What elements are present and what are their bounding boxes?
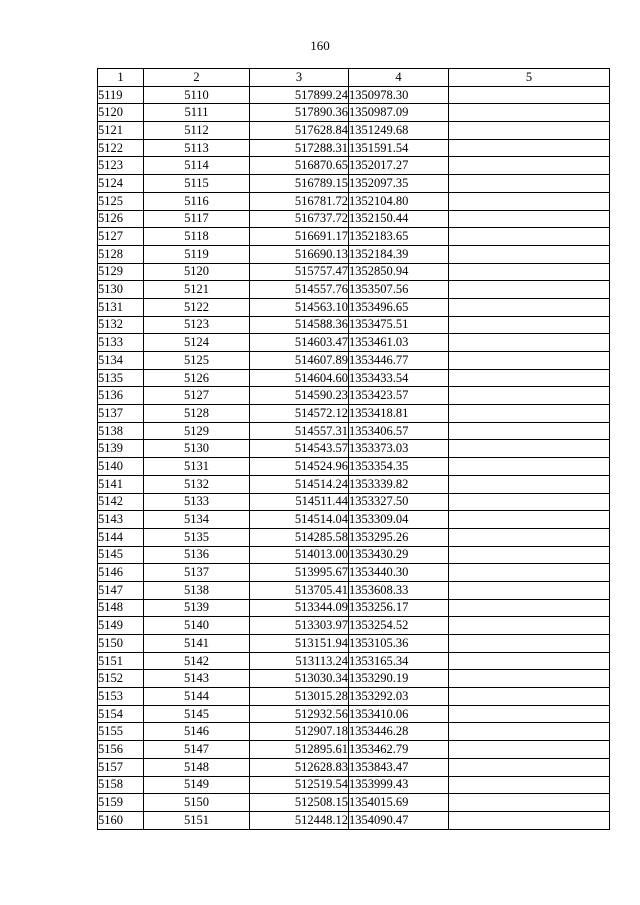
note-cell bbox=[449, 617, 610, 635]
point-number-cell: 5131 bbox=[144, 458, 250, 476]
point-number-cell: 5130 bbox=[144, 440, 250, 458]
point-number-cell: 5141 bbox=[144, 635, 250, 653]
x-coordinate-cell: 516781.72 bbox=[250, 192, 349, 210]
note-cell bbox=[449, 794, 610, 812]
x-coordinate-cell: 515757.47 bbox=[250, 263, 349, 281]
note-cell bbox=[449, 298, 610, 316]
row-number-cell: 5126 bbox=[98, 210, 144, 228]
note-cell bbox=[449, 334, 610, 352]
table-row bbox=[98, 387, 610, 405]
table-row bbox=[98, 511, 610, 529]
x-coordinate-cell: 512907.18 bbox=[250, 723, 349, 741]
x-coordinate-cell: 513705.41 bbox=[250, 581, 349, 599]
y-coordinate-cell: 1353339.82 bbox=[349, 475, 449, 493]
x-coordinate-cell: 513015.28 bbox=[250, 688, 349, 706]
note-cell bbox=[449, 458, 610, 476]
row-number-cell: 5137 bbox=[98, 405, 144, 423]
note-cell bbox=[449, 104, 610, 122]
point-number-cell: 5117 bbox=[144, 210, 250, 228]
point-number-cell: 5127 bbox=[144, 387, 250, 405]
x-coordinate-cell: 514603.47 bbox=[250, 334, 349, 352]
point-number-cell: 5147 bbox=[144, 741, 250, 759]
note-cell bbox=[449, 405, 610, 423]
page-number: 160 bbox=[310, 38, 330, 53]
row-number-cell: 5148 bbox=[98, 599, 144, 617]
table-row bbox=[98, 316, 610, 334]
y-coordinate-cell: 1353290.19 bbox=[349, 670, 449, 688]
row-number-cell: 5129 bbox=[98, 263, 144, 281]
row-number-cell: 5144 bbox=[98, 528, 144, 546]
point-number-cell: 5118 bbox=[144, 228, 250, 246]
table-row bbox=[98, 794, 610, 812]
point-number-cell: 5123 bbox=[144, 316, 250, 334]
row-number-cell: 5145 bbox=[98, 546, 144, 564]
table-row bbox=[98, 528, 610, 546]
note-cell bbox=[449, 528, 610, 546]
x-coordinate-cell: 516789.15 bbox=[250, 175, 349, 193]
point-number-cell: 5116 bbox=[144, 192, 250, 210]
x-coordinate-cell: 516737.72 bbox=[250, 210, 349, 228]
table-row bbox=[98, 581, 610, 599]
x-coordinate-cell: 512895.61 bbox=[250, 741, 349, 759]
y-coordinate-cell: 1352017.27 bbox=[349, 157, 449, 175]
table-row bbox=[98, 334, 610, 352]
x-coordinate-cell: 514514.24 bbox=[250, 475, 349, 493]
note-cell bbox=[449, 670, 610, 688]
table-header-row bbox=[98, 69, 610, 87]
row-number-cell: 5149 bbox=[98, 617, 144, 635]
note-cell bbox=[449, 245, 610, 263]
row-number-cell: 5135 bbox=[98, 369, 144, 387]
x-coordinate-cell: 513303.97 bbox=[250, 617, 349, 635]
note-cell bbox=[449, 263, 610, 281]
point-number-cell: 5143 bbox=[144, 670, 250, 688]
x-coordinate-cell: 512628.83 bbox=[250, 758, 349, 776]
note-cell bbox=[449, 352, 610, 370]
y-coordinate-cell: 1353354.35 bbox=[349, 458, 449, 476]
y-coordinate-cell: 1353256.17 bbox=[349, 599, 449, 617]
row-number-cell: 5133 bbox=[98, 334, 144, 352]
y-coordinate-cell: 1352104.80 bbox=[349, 192, 449, 210]
row-number-cell: 5158 bbox=[98, 776, 144, 794]
point-number-cell: 5134 bbox=[144, 511, 250, 529]
table-row bbox=[98, 705, 610, 723]
x-coordinate-cell: 516690.13 bbox=[250, 245, 349, 263]
x-coordinate-cell: 514590.23 bbox=[250, 387, 349, 405]
column-header-1: 1 bbox=[98, 69, 144, 87]
y-coordinate-cell: 1353475.51 bbox=[349, 316, 449, 334]
note-cell bbox=[449, 192, 610, 210]
x-coordinate-cell: 516691.17 bbox=[250, 228, 349, 246]
table-row bbox=[98, 652, 610, 670]
note-cell bbox=[449, 122, 610, 140]
x-coordinate-cell: 514588.36 bbox=[250, 316, 349, 334]
y-coordinate-cell: 1353373.03 bbox=[349, 440, 449, 458]
table-row bbox=[98, 104, 610, 122]
note-cell bbox=[449, 581, 610, 599]
y-coordinate-cell: 1353105.36 bbox=[349, 635, 449, 653]
y-coordinate-cell: 1352097.35 bbox=[349, 175, 449, 193]
table-row bbox=[98, 475, 610, 493]
table-row bbox=[98, 192, 610, 210]
note-cell bbox=[449, 635, 610, 653]
y-coordinate-cell: 1350987.09 bbox=[349, 104, 449, 122]
x-coordinate-cell: 512519.54 bbox=[250, 776, 349, 794]
point-number-cell: 5124 bbox=[144, 334, 250, 352]
x-coordinate-cell: 517288.31 bbox=[250, 139, 349, 157]
table-row bbox=[98, 263, 610, 281]
x-coordinate-cell: 514604.60 bbox=[250, 369, 349, 387]
y-coordinate-cell: 1353165.34 bbox=[349, 652, 449, 670]
y-coordinate-cell: 1354015.69 bbox=[349, 794, 449, 812]
row-number-cell: 5132 bbox=[98, 316, 144, 334]
row-number-cell: 5120 bbox=[98, 104, 144, 122]
point-number-cell: 5111 bbox=[144, 104, 250, 122]
table-row bbox=[98, 210, 610, 228]
table-row bbox=[98, 635, 610, 653]
y-coordinate-cell: 1353496.65 bbox=[349, 298, 449, 316]
point-number-cell: 5137 bbox=[144, 564, 250, 582]
point-number-cell: 5112 bbox=[144, 122, 250, 140]
row-number-cell: 5136 bbox=[98, 387, 144, 405]
note-cell bbox=[449, 723, 610, 741]
x-coordinate-cell: 513113.24 bbox=[250, 652, 349, 670]
row-number-cell: 5141 bbox=[98, 475, 144, 493]
y-coordinate-cell: 1353440.30 bbox=[349, 564, 449, 582]
table-row bbox=[98, 422, 610, 440]
point-number-cell: 5126 bbox=[144, 369, 250, 387]
point-number-cell: 5149 bbox=[144, 776, 250, 794]
x-coordinate-cell: 514557.31 bbox=[250, 422, 349, 440]
x-coordinate-cell: 517628.84 bbox=[250, 122, 349, 140]
row-number-cell: 5157 bbox=[98, 758, 144, 776]
x-coordinate-cell: 513344.09 bbox=[250, 599, 349, 617]
note-cell bbox=[449, 546, 610, 564]
column-header-5: 5 bbox=[449, 69, 610, 87]
row-number-cell: 5160 bbox=[98, 811, 144, 829]
table-row bbox=[98, 493, 610, 511]
y-coordinate-cell: 1353446.77 bbox=[349, 352, 449, 370]
y-coordinate-cell: 1353999.43 bbox=[349, 776, 449, 794]
x-coordinate-cell: 516870.65 bbox=[250, 157, 349, 175]
table-row bbox=[98, 776, 610, 794]
row-number-cell: 5124 bbox=[98, 175, 144, 193]
point-number-cell: 5121 bbox=[144, 281, 250, 299]
row-number-cell: 5156 bbox=[98, 741, 144, 759]
note-cell bbox=[449, 705, 610, 723]
row-number-cell: 5134 bbox=[98, 352, 144, 370]
row-number-cell: 5122 bbox=[98, 139, 144, 157]
note-cell bbox=[449, 281, 610, 299]
x-coordinate-cell: 514013.00 bbox=[250, 546, 349, 564]
note-cell bbox=[449, 316, 610, 334]
x-coordinate-cell: 517899.24 bbox=[250, 86, 349, 104]
note-cell bbox=[449, 758, 610, 776]
table-row bbox=[98, 298, 610, 316]
point-number-cell: 5139 bbox=[144, 599, 250, 617]
note-cell bbox=[449, 776, 610, 794]
point-number-cell: 5120 bbox=[144, 263, 250, 281]
point-number-cell: 5133 bbox=[144, 493, 250, 511]
table-row bbox=[98, 458, 610, 476]
y-coordinate-cell: 1351249.68 bbox=[349, 122, 449, 140]
column-header-4: 4 bbox=[349, 69, 449, 87]
x-coordinate-cell: 512932.56 bbox=[250, 705, 349, 723]
point-number-cell: 5110 bbox=[144, 86, 250, 104]
y-coordinate-cell: 1353843.47 bbox=[349, 758, 449, 776]
table-row bbox=[98, 352, 610, 370]
note-cell bbox=[449, 210, 610, 228]
x-coordinate-cell: 513151.94 bbox=[250, 635, 349, 653]
table-row bbox=[98, 688, 610, 706]
note-cell bbox=[449, 652, 610, 670]
x-coordinate-cell: 514607.89 bbox=[250, 352, 349, 370]
point-number-cell: 5122 bbox=[144, 298, 250, 316]
row-number-cell: 5152 bbox=[98, 670, 144, 688]
table-row bbox=[98, 228, 610, 246]
table-row bbox=[98, 617, 610, 635]
x-coordinate-cell: 513995.67 bbox=[250, 564, 349, 582]
note-cell bbox=[449, 369, 610, 387]
y-coordinate-cell: 1352850.94 bbox=[349, 263, 449, 281]
point-number-cell: 5135 bbox=[144, 528, 250, 546]
table-row bbox=[98, 405, 610, 423]
y-coordinate-cell: 1353446.28 bbox=[349, 723, 449, 741]
row-number-cell: 5155 bbox=[98, 723, 144, 741]
y-coordinate-cell: 1353406.57 bbox=[349, 422, 449, 440]
point-number-cell: 5113 bbox=[144, 139, 250, 157]
y-coordinate-cell: 1353327.50 bbox=[349, 493, 449, 511]
note-cell bbox=[449, 811, 610, 829]
point-number-cell: 5129 bbox=[144, 422, 250, 440]
note-cell bbox=[449, 741, 610, 759]
note-cell bbox=[449, 175, 610, 193]
table-row bbox=[98, 281, 610, 299]
row-number-cell: 5130 bbox=[98, 281, 144, 299]
table-row bbox=[98, 741, 610, 759]
point-number-cell: 5136 bbox=[144, 546, 250, 564]
table-row bbox=[98, 175, 610, 193]
table-row bbox=[98, 811, 610, 829]
y-coordinate-cell: 1350978.30 bbox=[349, 86, 449, 104]
point-number-cell: 5142 bbox=[144, 652, 250, 670]
table-row bbox=[98, 546, 610, 564]
row-number-cell: 5139 bbox=[98, 440, 144, 458]
note-cell bbox=[449, 387, 610, 405]
y-coordinate-cell: 1353418.81 bbox=[349, 405, 449, 423]
row-number-cell: 5119 bbox=[98, 86, 144, 104]
point-number-cell: 5132 bbox=[144, 475, 250, 493]
note-cell bbox=[449, 599, 610, 617]
row-number-cell: 5143 bbox=[98, 511, 144, 529]
point-number-cell: 5140 bbox=[144, 617, 250, 635]
coordinates-table bbox=[97, 68, 610, 830]
table-row bbox=[98, 122, 610, 140]
row-number-cell: 5127 bbox=[98, 228, 144, 246]
y-coordinate-cell: 1352183.65 bbox=[349, 228, 449, 246]
x-coordinate-cell: 512448.12 bbox=[250, 811, 349, 829]
row-number-cell: 5153 bbox=[98, 688, 144, 706]
note-cell bbox=[449, 440, 610, 458]
table-row bbox=[98, 86, 610, 104]
row-number-cell: 5128 bbox=[98, 245, 144, 263]
table-row bbox=[98, 758, 610, 776]
note-cell bbox=[449, 86, 610, 104]
column-header-2: 2 bbox=[144, 69, 250, 87]
row-number-cell: 5147 bbox=[98, 581, 144, 599]
y-coordinate-cell: 1353462.79 bbox=[349, 741, 449, 759]
x-coordinate-cell: 514572.12 bbox=[250, 405, 349, 423]
table-row bbox=[98, 599, 610, 617]
point-number-cell: 5151 bbox=[144, 811, 250, 829]
x-coordinate-cell: 512508.15 bbox=[250, 794, 349, 812]
note-cell bbox=[449, 511, 610, 529]
note-cell bbox=[449, 688, 610, 706]
table-row bbox=[98, 440, 610, 458]
row-number-cell: 5138 bbox=[98, 422, 144, 440]
x-coordinate-cell: 514543.57 bbox=[250, 440, 349, 458]
row-number-cell: 5154 bbox=[98, 705, 144, 723]
point-number-cell: 5128 bbox=[144, 405, 250, 423]
row-number-cell: 5121 bbox=[98, 122, 144, 140]
point-number-cell: 5144 bbox=[144, 688, 250, 706]
note-cell bbox=[449, 475, 610, 493]
y-coordinate-cell: 1353430.29 bbox=[349, 546, 449, 564]
table-row bbox=[98, 157, 610, 175]
y-coordinate-cell: 1353292.03 bbox=[349, 688, 449, 706]
table-body bbox=[98, 86, 610, 829]
row-number-cell: 5131 bbox=[98, 298, 144, 316]
note-cell bbox=[449, 228, 610, 246]
row-number-cell: 5123 bbox=[98, 157, 144, 175]
y-coordinate-cell: 1353309.04 bbox=[349, 511, 449, 529]
note-cell bbox=[449, 422, 610, 440]
row-number-cell: 5150 bbox=[98, 635, 144, 653]
x-coordinate-cell: 514285.58 bbox=[250, 528, 349, 546]
note-cell bbox=[449, 157, 610, 175]
y-coordinate-cell: 1353507.56 bbox=[349, 281, 449, 299]
y-coordinate-cell: 1353433.54 bbox=[349, 369, 449, 387]
point-number-cell: 5150 bbox=[144, 794, 250, 812]
table-row bbox=[98, 723, 610, 741]
row-number-cell: 5151 bbox=[98, 652, 144, 670]
y-coordinate-cell: 1352150.44 bbox=[349, 210, 449, 228]
x-coordinate-cell: 514557.76 bbox=[250, 281, 349, 299]
x-coordinate-cell: 514524.96 bbox=[250, 458, 349, 476]
x-coordinate-cell: 514511.44 bbox=[250, 493, 349, 511]
column-header-3: 3 bbox=[250, 69, 349, 87]
table-row bbox=[98, 670, 610, 688]
y-coordinate-cell: 1353410.06 bbox=[349, 705, 449, 723]
note-cell bbox=[449, 493, 610, 511]
row-number-cell: 5125 bbox=[98, 192, 144, 210]
y-coordinate-cell: 1353295.26 bbox=[349, 528, 449, 546]
x-coordinate-cell: 513030.34 bbox=[250, 670, 349, 688]
y-coordinate-cell: 1354090.47 bbox=[349, 811, 449, 829]
x-coordinate-cell: 517890.36 bbox=[250, 104, 349, 122]
note-cell bbox=[449, 564, 610, 582]
y-coordinate-cell: 1353608.33 bbox=[349, 581, 449, 599]
table-row bbox=[98, 245, 610, 263]
row-number-cell: 5146 bbox=[98, 564, 144, 582]
row-number-cell: 5159 bbox=[98, 794, 144, 812]
y-coordinate-cell: 1353254.52 bbox=[349, 617, 449, 635]
point-number-cell: 5115 bbox=[144, 175, 250, 193]
row-number-cell: 5140 bbox=[98, 458, 144, 476]
x-coordinate-cell: 514514.04 bbox=[250, 511, 349, 529]
y-coordinate-cell: 1353423.57 bbox=[349, 387, 449, 405]
y-coordinate-cell: 1352184.39 bbox=[349, 245, 449, 263]
point-number-cell: 5125 bbox=[144, 352, 250, 370]
table-row bbox=[98, 564, 610, 582]
point-number-cell: 5138 bbox=[144, 581, 250, 599]
y-coordinate-cell: 1351591.54 bbox=[349, 139, 449, 157]
y-coordinate-cell: 1353461.03 bbox=[349, 334, 449, 352]
table-row bbox=[98, 139, 610, 157]
point-number-cell: 5148 bbox=[144, 758, 250, 776]
table-row bbox=[98, 369, 610, 387]
point-number-cell: 5114 bbox=[144, 157, 250, 175]
note-cell bbox=[449, 139, 610, 157]
row-number-cell: 5142 bbox=[98, 493, 144, 511]
point-number-cell: 5119 bbox=[144, 245, 250, 263]
point-number-cell: 5145 bbox=[144, 705, 250, 723]
x-coordinate-cell: 514563.10 bbox=[250, 298, 349, 316]
point-number-cell: 5146 bbox=[144, 723, 250, 741]
